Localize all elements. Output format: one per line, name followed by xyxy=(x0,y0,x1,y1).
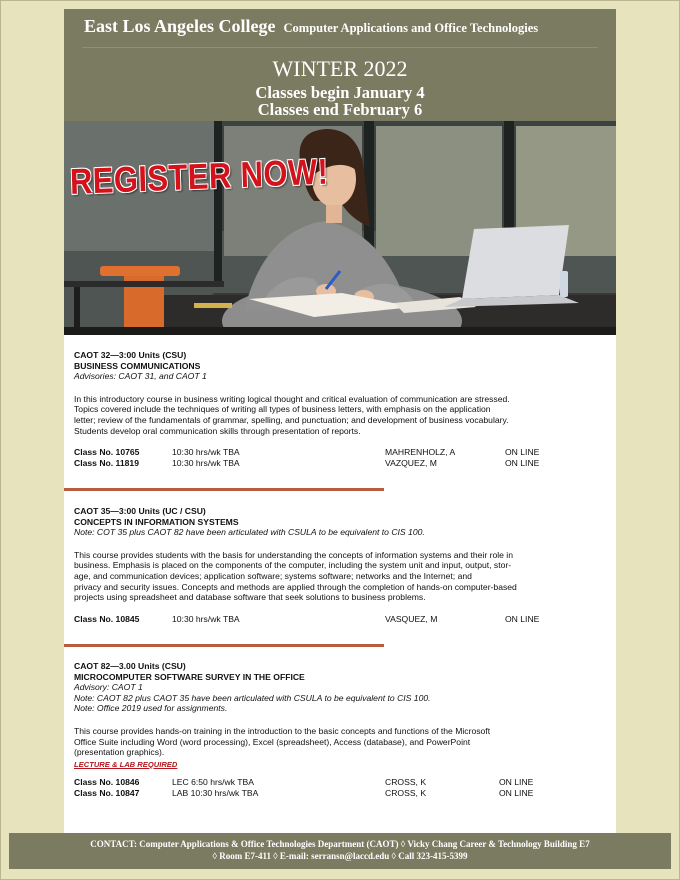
description-line: In this introductory course in business writing logical thought and critical evaluation of communication are stressed. xyxy=(74,393,510,404)
instructor: CROSS, K xyxy=(385,777,427,788)
contact-label: CONTACT: xyxy=(90,839,137,849)
classes-end: Classes end February 6 xyxy=(257,100,423,119)
delivery-mode: ON LINE xyxy=(499,787,534,798)
section-row xyxy=(74,458,610,469)
course-description xyxy=(74,550,610,603)
course-note: Note: CAOT 82 plus CAOT 35 have been articulated with CSULA to be equivalent to CIS 100. xyxy=(74,692,431,703)
section-row xyxy=(74,447,610,458)
header-top-line xyxy=(84,16,538,37)
course-title: CAOT 82—3.00 Units (CSU) xyxy=(74,661,186,671)
delivery-mode: ON LINE xyxy=(505,447,540,458)
description-line: business. Emphasis is placed on the components of the computer, including the system unit and input, output, stor- xyxy=(74,560,512,571)
section-divider xyxy=(64,488,384,491)
section-row xyxy=(74,788,610,799)
description-line: Office Suite including Word (word processing), Excel (spreadsheet), Access (database), and PowerPoint xyxy=(74,736,471,747)
contact-footer xyxy=(9,833,671,869)
course-advisory: Advisories: CAOT 31, and CAOT 1 xyxy=(74,371,207,382)
college-name: East Los Angeles College xyxy=(84,16,276,36)
classes-begin: Classes begin January 4 xyxy=(255,83,425,102)
hero-photo xyxy=(64,121,616,335)
course-name: BUSINESS COMMUNICATIONS xyxy=(74,360,201,371)
description-line: This course provides hands-on training in the introduction to the basic concepts and functions of the Microsoft xyxy=(74,725,491,736)
course-listing xyxy=(64,335,616,833)
instructor: MAHRENHOLZ, A xyxy=(385,447,456,458)
description-line: letter; review of the fundamentals of grammar, spelling, and punctuation; and development of business vocabulary. xyxy=(74,414,509,425)
description-line: age, and communication devices; application software; systems software; networks and the Internet; and xyxy=(74,570,472,581)
course-title: CAOT 35—3:00 Units (UC / CSU) xyxy=(74,506,206,516)
delivery-mode: ON LINE xyxy=(499,777,534,788)
term-title: WINTER 2022 xyxy=(272,56,408,81)
class-hours: 10:30 hrs/wk TBA xyxy=(172,613,240,624)
course-description xyxy=(74,726,610,758)
class-hours: 10:30 hrs/wk TBA xyxy=(172,457,240,468)
description-line: Students develop oral communication skills through presentation of reports. xyxy=(74,425,361,436)
student-studying-illustration xyxy=(64,121,616,335)
delivery-mode: ON LINE xyxy=(505,613,540,624)
course-title: CAOT 32—3:00 Units (CSU) xyxy=(74,350,187,360)
department-name: Computer Applications and Office Technologies xyxy=(283,21,539,35)
course-note: Note: Office 2019 used for assignments. xyxy=(74,703,228,714)
instructor: CROSS, K xyxy=(385,787,427,798)
delivery-mode: ON LINE xyxy=(505,457,540,468)
department-contact: Computer Applications & Office Technologies Department (CAOT) ◊ Vicky Chang Career & Technology Building E7 xyxy=(136,839,590,849)
course-name: CONCEPTS IN INFORMATION SYSTEMS xyxy=(74,516,239,527)
class-number: Class No. 10765 xyxy=(74,447,140,458)
course-note: Note: COT 35 plus CAOT 82 have been articulated with CSULA to be equivalent to CIS 100. xyxy=(74,527,425,538)
class-number: Class No. 10845 xyxy=(74,613,140,624)
class-hours: LAB 10:30 hrs/wk TBA xyxy=(172,787,259,798)
course-caot-82 xyxy=(74,661,610,799)
course-name: MICROCOMPUTER SOFTWARE SURVEY IN THE OFFICE xyxy=(74,671,305,682)
header-rule xyxy=(82,47,598,48)
class-hours: LEC 6:50 hrs/wk TBA xyxy=(172,777,254,788)
course-caot-32 xyxy=(74,350,610,468)
description-line: (presentation graphics). xyxy=(74,747,165,758)
section-list xyxy=(74,777,610,798)
register-now-banner: REGISTER NOW! xyxy=(69,150,329,202)
instructor: VASQUEZ, M xyxy=(385,613,438,624)
lecture-lab-required: LECTURE & LAB REQUIRED xyxy=(74,759,178,769)
class-dates xyxy=(64,84,616,118)
course-caot-35 xyxy=(74,506,610,624)
description-line: privacy and security issues. Concepts and methods are applied through the completion of hands-on computer-based xyxy=(74,581,517,592)
class-number: Class No. 11819 xyxy=(74,457,139,468)
contact-line-2: ◊ Room E7-411 ◊ E-mail: serransn@laccd.edu ◊ Call 323-415-5399 xyxy=(212,851,468,861)
section-row xyxy=(74,614,610,625)
section-list xyxy=(74,614,610,625)
contact-line-1 xyxy=(9,838,671,850)
class-number: Class No. 10846 xyxy=(74,777,140,788)
section-list xyxy=(74,447,610,468)
description-line: Topics covered include the techniques of writing all types of business letters, with emphasis on the application xyxy=(74,404,491,415)
class-hours: 10:30 hrs/wk TBA xyxy=(172,447,240,458)
instructor: VAZQUEZ, M xyxy=(385,457,437,468)
section-divider xyxy=(64,644,384,647)
section-row xyxy=(74,777,610,788)
course-description xyxy=(74,394,610,436)
flyer-header xyxy=(64,9,616,121)
class-number: Class No. 10847 xyxy=(74,787,140,798)
description-line: This course provides students with the basis for understanding the concepts of information systems and their role in xyxy=(74,549,513,560)
course-advisory: Advisory: CAOT 1 xyxy=(74,682,143,693)
description-line: projects using spreadsheet and database software that seek solutions to business problems. xyxy=(74,592,426,603)
